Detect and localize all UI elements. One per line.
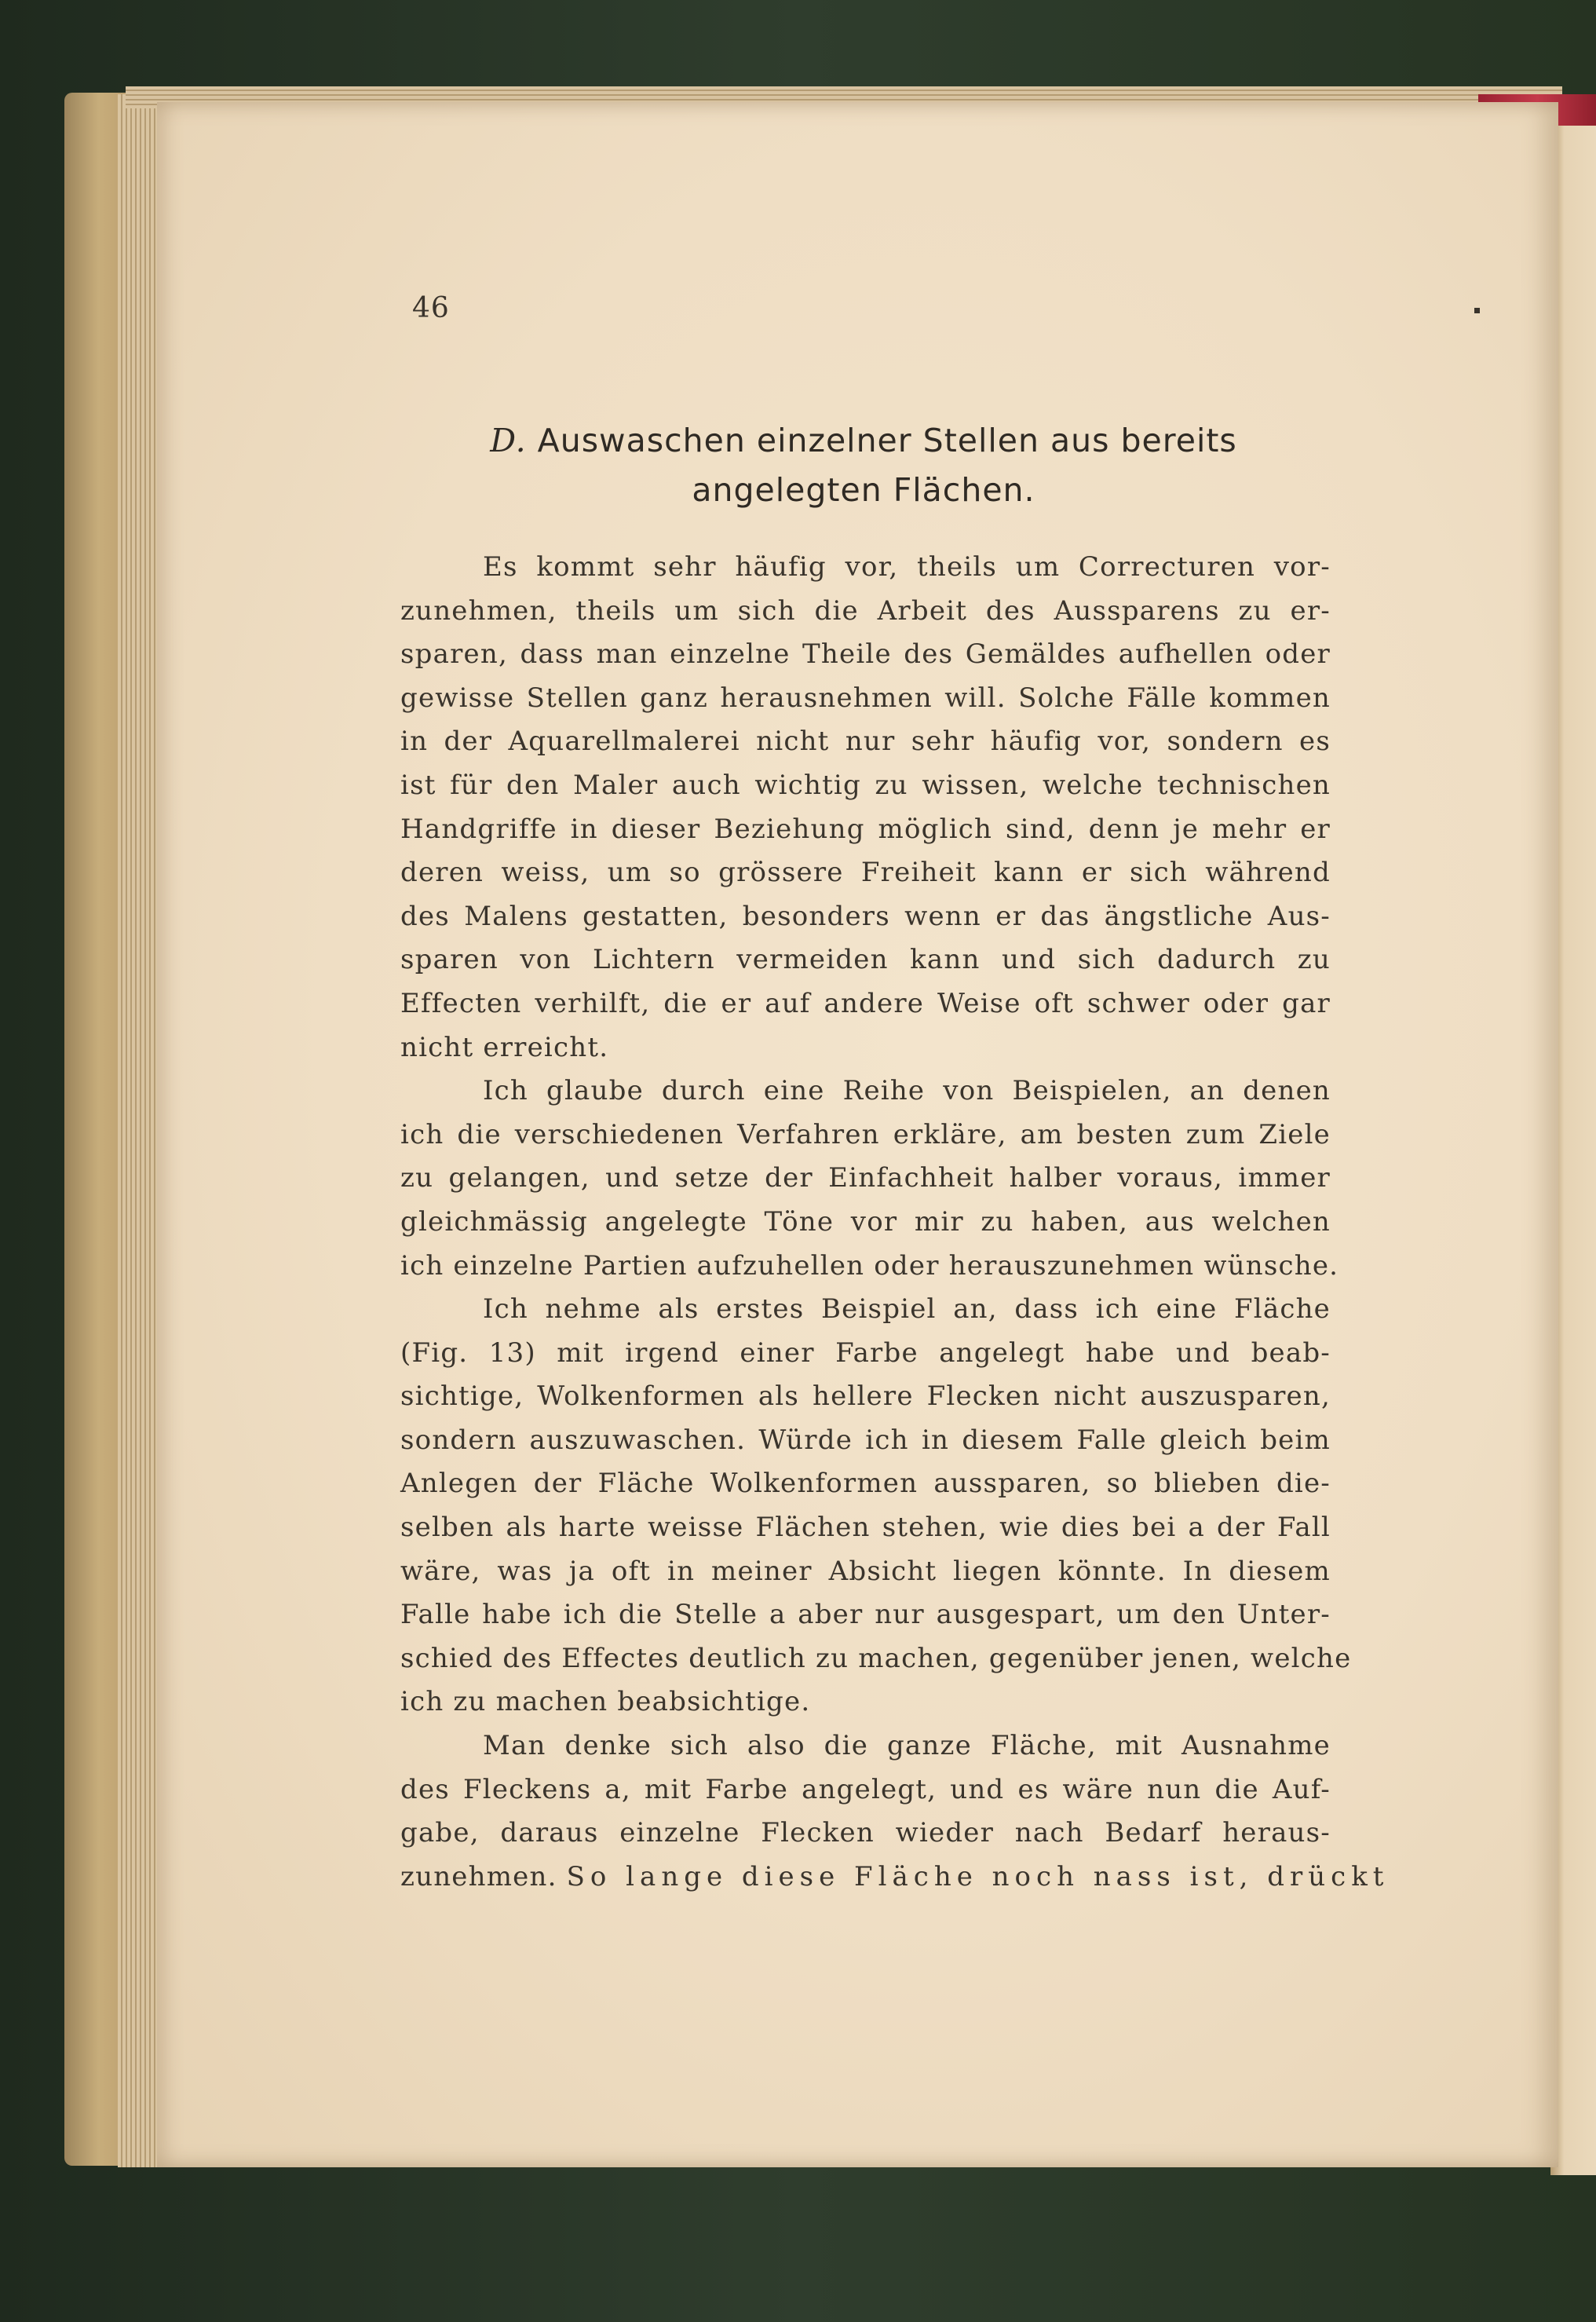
text-line: nicht erreicht. — [400, 1031, 609, 1063]
text-line: zu gelangen, und setze der Einfachheit halber voraus, immer — [400, 1162, 1331, 1194]
text-line: ich einzelne Partien aufzuhellen oder herauszunehmen wünsche. — [400, 1249, 1339, 1282]
text-line: (Fig. 13) mit irgend einer Farbe angelegt habe und beab- — [400, 1337, 1331, 1369]
heading-marker: D. — [490, 422, 527, 459]
text-line: Effecten verhilft, die er auf andere Weise oft schwer oder gar — [400, 987, 1331, 1019]
text-line: schied des Effectes deutlich zu machen, gegenüber jenen, welche — [400, 1642, 1352, 1674]
margin-dot — [1474, 308, 1480, 313]
text-line: sparen, dass man einzelne Theile des Gemäldes aufhellen oder — [400, 638, 1331, 671]
text-fragment: zunehmen. — [400, 1860, 557, 1892]
spaced-text: So lange diese Fläche noch nass ist, drückt — [566, 1860, 1390, 1892]
text-line: sondern auszuwaschen. Würde ich in diesem Falle gleich beim — [400, 1424, 1331, 1456]
text-line: in der Aquarellmalerei nicht nur sehr häufig vor, sondern es — [400, 726, 1331, 758]
text-line: selben als harte weisse Flächen stehen, wie dies bei a der Fall — [400, 1512, 1331, 1544]
text-line: wäre, was ja oft in meiner Absicht liegen könnte. In diesem — [400, 1555, 1331, 1587]
text-line: Man denke sich also die ganze Fläche, mit Ausnahme — [483, 1730, 1331, 1762]
text-line: gabe, daraus einzelne Flecken wieder nach Bedarf heraus- — [400, 1817, 1331, 1849]
text-line: ist für den Maler auch wichtig zu wissen, welche technischen — [400, 769, 1331, 801]
page-number: 46 — [412, 292, 450, 324]
body-text — [400, 546, 1390, 1899]
text-line: deren weiss, um so grössere Freiheit kann er sich während — [400, 857, 1331, 889]
text-line: Falle habe ich die Stelle a aber nur ausgespart, um den Unter- — [400, 1599, 1331, 1631]
text-line: Handgriffe in dieser Beziehung möglich sind, denn je mehr er — [400, 813, 1331, 845]
heading-line-2: angelegten Flächen. — [692, 471, 1035, 509]
text-line-final — [400, 1856, 1390, 1900]
heading-text-1: Auswaschen einzelner Stellen aus bereits — [537, 422, 1237, 459]
text-line: ich die verschiedenen Verfahren erkläre, am besten zum Ziele — [400, 1118, 1331, 1150]
text-line: Es kommt sehr häufig vor, theils um Correcturen vor- — [483, 551, 1331, 583]
text-line: gleichmässig angelegte Töne vor mir zu haben, aus welchen — [400, 1205, 1331, 1238]
text-line: des Malens gestatten, besonders wenn er das ängstliche Aus- — [400, 900, 1331, 932]
text-line: gewisse Stellen ganz herausnehmen will. Solche Fälle kommen — [400, 682, 1331, 714]
text-line: sichtige, Wolkenformen als hellere Flecken nicht auszusparen, — [400, 1380, 1331, 1413]
text-line: ich zu machen beabsichtige. — [400, 1686, 811, 1718]
text-line: zunehmen, theils um sich die Arbeit des Aussparens zu er- — [400, 594, 1331, 627]
text-line: des Fleckens a, mit Farbe angelegt, und es wäre nun die Auf- — [400, 1773, 1331, 1805]
text-line: Ich nehme als erstes Beispiel an, dass ich eine Fläche — [483, 1293, 1331, 1326]
heading-line-1 — [396, 416, 1331, 466]
text-line: Ich glaube durch eine Reihe von Beispielen, an denen — [483, 1075, 1331, 1107]
page-stack-left — [118, 94, 161, 2167]
text-line: sparen von Lichtern vermeiden kann und sich dadurch zu — [400, 944, 1331, 976]
section-heading — [396, 416, 1331, 515]
text-line: Anlegen der Fläche Wolkenformen aussparen, so blieben die- — [400, 1468, 1331, 1500]
